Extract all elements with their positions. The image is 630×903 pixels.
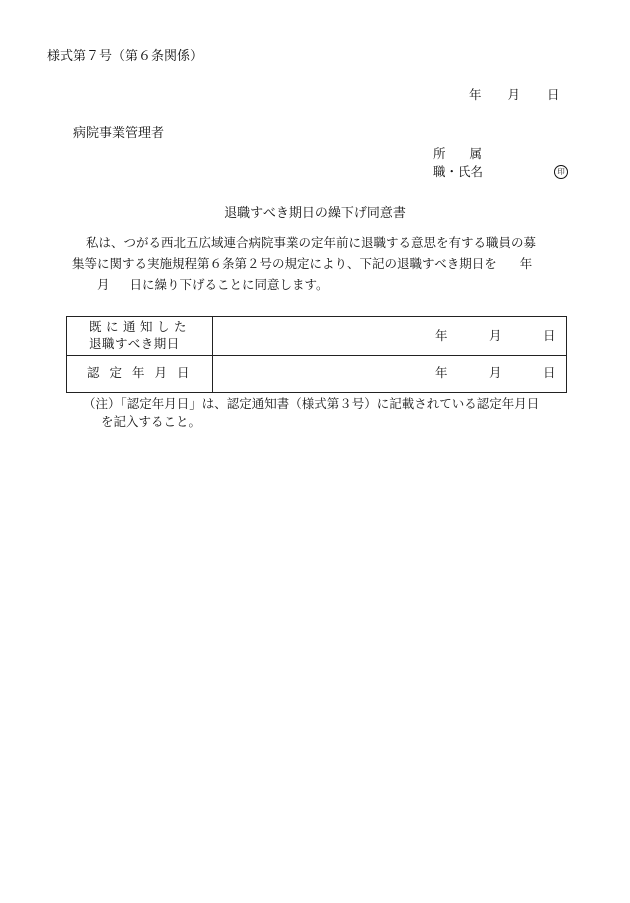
addressee: 病院事業管理者 — [73, 126, 165, 141]
notified-date-label-cell — [67, 317, 213, 355]
submission-date — [469, 89, 560, 102]
note-line-2: を記入すること。 — [101, 414, 202, 429]
notified-date-label-line-1: 既に通知した — [89, 319, 192, 334]
statement-line-2 — [72, 258, 532, 271]
document-title: 退職すべき期日の繰下げ同意書 — [224, 206, 406, 221]
date-table — [66, 316, 567, 393]
statement-line-1: 私は、つがる西北五広域連合病院事業の定年前に退職する意思を有する職員の募 — [86, 235, 537, 250]
date-year-label: 年 — [469, 87, 482, 102]
certification-date-day: 日 — [543, 365, 556, 380]
notified-date-month: 月 — [489, 328, 502, 343]
affiliation-char-2: 属 — [469, 146, 483, 161]
statement-line-2-text: 集等に関する実施規程第６条第２号の規定により、下記の退職すべき期日を — [72, 256, 497, 271]
notified-date-label-line-2: 退職すべき期日 — [89, 336, 180, 351]
form-number: 様式第７号（第６条関係） — [47, 49, 204, 64]
note-line-1: （注）「認定年月日」は、認定通知書（様式第３号）に記載されている認定年月日 — [83, 396, 540, 411]
notified-date-value-cell[interactable] — [213, 317, 566, 355]
notified-date-row — [67, 317, 566, 356]
statement-month-blank: 月 — [97, 277, 110, 292]
seal-mark: 印 — [554, 165, 568, 179]
affiliation-char-1: 所 — [433, 146, 446, 161]
certification-date-row — [67, 355, 566, 392]
certification-date-year: 年 — [435, 365, 448, 380]
statement-line-3 — [97, 279, 329, 292]
certification-date-month: 月 — [489, 365, 502, 380]
certification-date-value-cell[interactable] — [213, 355, 566, 392]
notified-date-day: 日 — [543, 328, 556, 343]
notified-date-year: 年 — [435, 328, 448, 343]
affiliation-label — [433, 148, 482, 161]
statement-year-blank: 年 — [519, 256, 533, 271]
date-day-label: 日 — [547, 87, 560, 102]
statement-line-3-text: 日に繰り下げることに同意します。 — [129, 277, 329, 292]
certification-date-label: 認定年月日 — [87, 365, 200, 380]
certification-date-label-cell — [67, 355, 213, 392]
name-label: 職・氏名 — [433, 164, 484, 179]
date-month-label: 月 — [507, 87, 521, 102]
